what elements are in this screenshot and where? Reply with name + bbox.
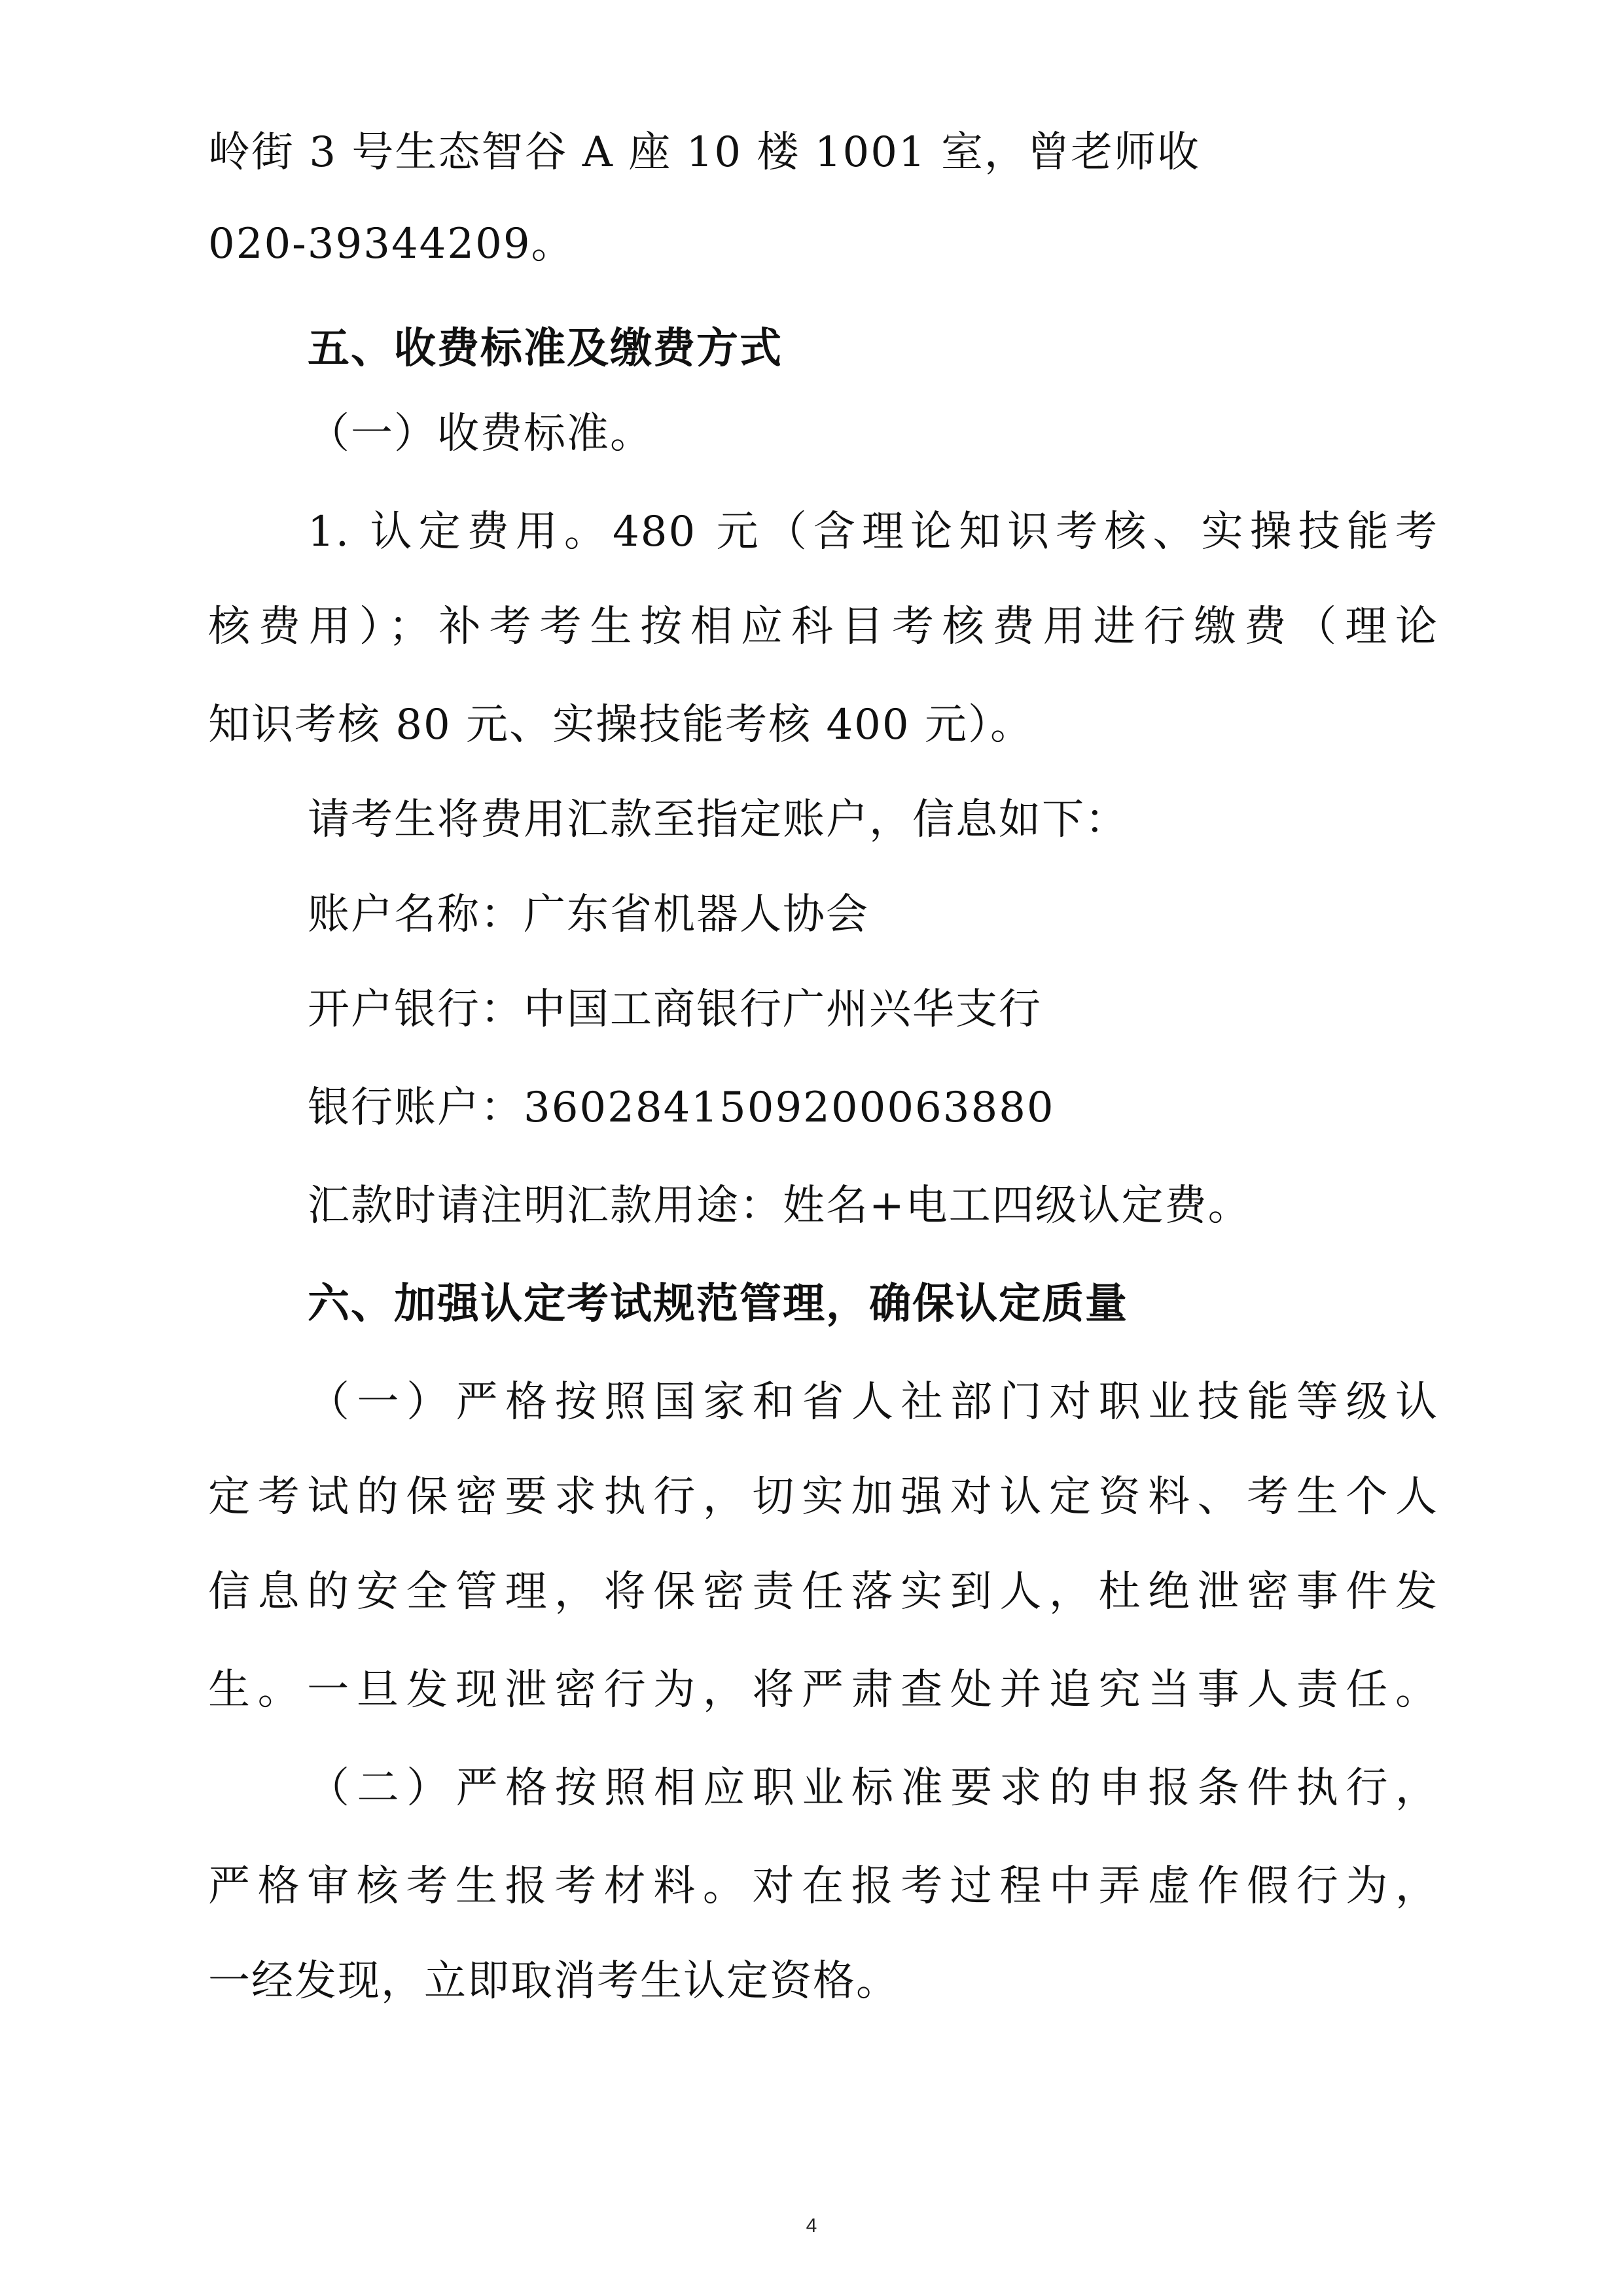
eligibility-paragraph-line-3: 一经发现，立即取消考生认定资格。 [208, 1957, 899, 2005]
confidentiality-paragraph-line-4: 生。一旦发现泄密行为，将严肃查处并追究当事人责任。 [208, 1666, 1438, 1714]
payment-instruction: 请考生将费用汇款至指定账户，信息如下： [308, 796, 1128, 844]
account-name: 账户名称：广东省机器人协会 [308, 891, 869, 939]
section-heading-fees: 五、收费标准及缴费方式 [308, 325, 783, 373]
remittance-note: 汇款时请注明汇款用途：姓名+电工四级认定费。 [308, 1182, 1251, 1230]
phone-line: 020-39344209。 [208, 220, 575, 268]
confidentiality-paragraph-line-1: （一）严格按照国家和省人社部门对职业技能等级认 [308, 1378, 1438, 1426]
confidentiality-paragraph-line-3: 信息的安全管理，将保密责任落实到人，杜绝泄密事件发 [208, 1568, 1438, 1616]
fee-paragraph-line-1: 1. 认定费用。480 元（含理论知识考核、实操技能考 [308, 508, 1438, 556]
bank-name: 开户银行：中国工商银行广州兴华支行 [308, 985, 1042, 1034]
eligibility-paragraph-line-1: （二）严格按照相应职业标准要求的申报条件执行， [308, 1764, 1438, 1812]
eligibility-paragraph-line-2: 严格审核考生报考材料。对在报考过程中弄虚作假行为， [208, 1862, 1438, 1911]
bank-account: 银行账户：3602841509200063880 [308, 1084, 1055, 1132]
confidentiality-paragraph-line-2: 定考试的保密要求执行，切实加强对认定资料、考生个人 [208, 1473, 1438, 1521]
fee-paragraph-line-2: 核费用）；补考考生按相应科目考核费用进行缴费（理论 [208, 603, 1438, 651]
page-number: 4 [806, 2215, 817, 2236]
address-line: 岭街 3 号生态智谷 A 座 10 楼 1001 室，曾老师收 [208, 128, 1200, 177]
subsection-heading-fee-standard: （一）收费标准。 [308, 410, 653, 458]
section-heading-management: 六、加强认定考试规范管理，确保认定质量 [308, 1280, 1128, 1328]
fee-paragraph-line-3: 知识考核 80 元、实操技能考核 400 元）。 [208, 701, 1033, 749]
